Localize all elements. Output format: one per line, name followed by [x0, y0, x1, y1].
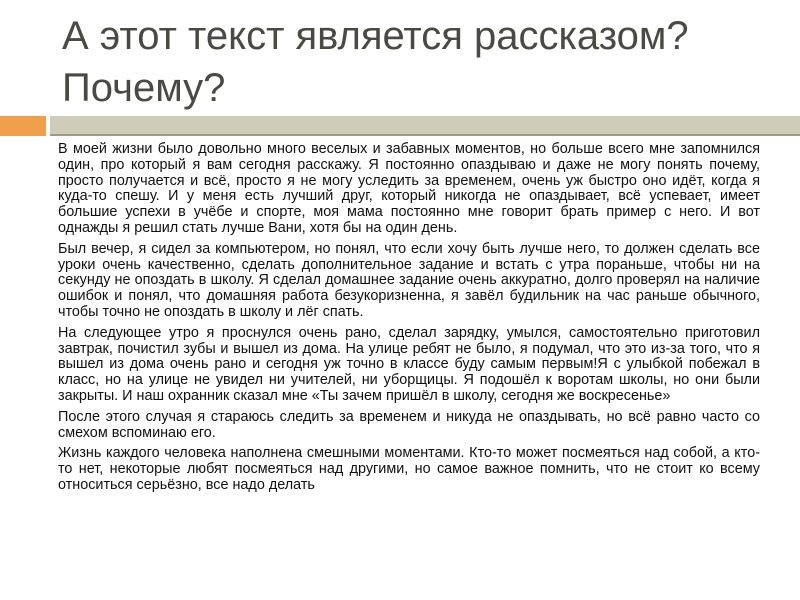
paragraph-5: Жизнь каждого человека наполнена смешными моментами. Кто-то может посмеяться над собой, а кто-то нет, некоторые любят посмеяться над другими, но самое важное помнить, что не стоит ко всему относиться серьёзно, все надо делать [58, 445, 760, 493]
paragraph-2: Был вечер, я сидел за компьютером, но понял, что если хочу быть лучше него, то должен сделать все уроки очень качественно, сделать дополнительное задание и встать с утра пораньше, чтобы ни на секунду не опоздать в школу. Я сделал домашнее задание очень аккуратно, долго проверял на наличие ошибок и понял, что домашняя работа безукоризненна, я завёл будильник на час раньше обычного, чтобы точно не опоздать в школу и лёг спать. [58, 240, 760, 320]
band-bar [50, 116, 800, 136]
decorative-band [0, 116, 800, 136]
title-line-2: Почему? [62, 66, 226, 110]
paragraph-1: В моей жизни было довольно много веселых и забавных моментов, но больше всего мне запомнился один, про который я вам сегодня расскажу. Я постоянно опаздываю и даже не могу понять почему, просто получается и всё, просто я не могу уследить за временем, очень уж быстро оно идёт, когда я куда-то спешу. И у меня есть лучший друг, который никогда не опаздывает, всё успевает, имеет большие успехи в учёбе и спорте, моя мама постоянно мне говорит брать пример с него. И вот однажды я решил стать лучше Вани, хотя бы на один день. [58, 141, 760, 236]
paragraph-3: На следующее утро я проснулся очень рано, сделал зарядку, умылся, самостоятельно приготовил завтрак, почистил зубы и вышел из дома. На улице ребят не было, я подумал, что это из-за того, что я вышел из дома очень рано и сегодня уж точно в классе буду самым первым!Я с улыбкой побежал в класс, но на улице не увидел ни учителей, ни уборщицы. Я подошёл к воротам школы, но они были закрыты. И наш охранник сказал мне «Ты зачем пришёл в школу, сегодня же воскресенье» [58, 324, 760, 404]
slide-title [62, 10, 782, 114]
title-line-1: А этот текст является рассказом? [62, 14, 689, 58]
accent-block [0, 116, 46, 136]
story-text [58, 142, 760, 499]
paragraph-4: После этого случая я стараюсь следить за временем и никуда не опаздывать, но всё равно часто со смехом вспоминаю его. [58, 408, 760, 441]
band-underline [50, 134, 800, 136]
